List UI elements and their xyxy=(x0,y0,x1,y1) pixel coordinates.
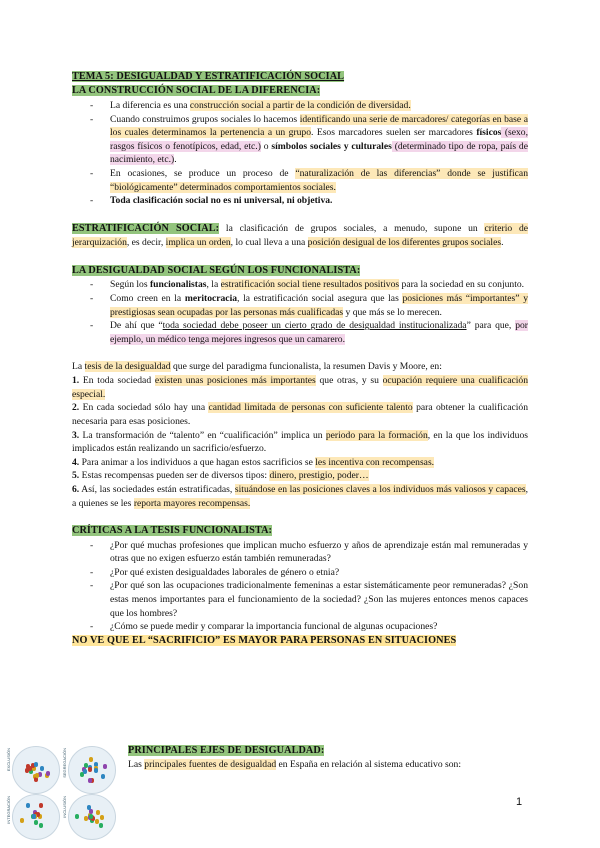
figure-person-icon xyxy=(89,809,93,814)
list-item: - Según los funcionalistas, la estratificación social tiene resultados positivos para la sociedad en su conjunto. xyxy=(110,278,528,292)
figure-label: SEGREGACIÓN xyxy=(62,748,67,778)
list-item: - ¿Cómo se puede medir y comparar la importancia funcional de algunas ocupaciones? xyxy=(110,620,528,634)
figure-person-icon xyxy=(99,823,103,828)
tesis-item-5: 5. Estas recompensas pueden ser de diversos tipos: dinero, prestigio, poder… xyxy=(72,470,369,482)
figure-label: INCLUSIÓN xyxy=(62,796,67,818)
section-heading-criticas: CRÍTICAS A LA TESIS FUNCIONALISTA: xyxy=(72,525,273,537)
section-heading-ejes: PRINCIPALES EJES DE DESIGUALDAD: xyxy=(128,745,325,756)
figure-person-icon xyxy=(88,767,92,772)
figure-person-icon xyxy=(88,778,92,783)
figure-person-icon xyxy=(96,810,100,815)
figure-person-icon xyxy=(95,819,99,824)
list-item: - Cuando construimos grupos sociales lo hacemos identificando una serie de marcadores/ categorías en base a los cuales determinamos la pertenencia a un grupo. Esos marcadores suelen ser marcadores físicos (sexo, rasgos físicos o fenotípicos, edad, etc.) o símbolos sociales y culturales (determinado tipo de ropa, país de nacimiento, etc.). xyxy=(110,113,528,167)
figure-person-icon xyxy=(101,774,105,779)
document-body xyxy=(72,70,528,648)
figure-person-icon xyxy=(20,818,24,823)
criticas-closing: NO VE QUE EL “SACRIFICIO” ES MAYOR PARA PERSONAS EN SITUACIONES xyxy=(72,634,457,646)
figure-person-icon xyxy=(94,768,98,773)
estratificacion-paragraph: ESTRATIFICACIÓN SOCIAL: la clasificación de grupos sociales, a menudo, supone un criterio de jerarquización, es decir, implica un orden, lo cual lleva a una posición desigual de los diferentes grupos sociales. xyxy=(72,222,529,249)
section-heading-funcionalista: LA DESIGUALDAD SOCIAL SEGÚN LOS FUNCIONALISTA: xyxy=(72,264,361,276)
figure-person-icon xyxy=(32,814,36,819)
list-item: - De ahí que “toda sociedad debe poseer un cierto grado de desigualdad institucionalizada” para que, por ejemplo, un médico tenga mejores ingresos que un camarero. xyxy=(110,319,528,346)
exclusion-circle xyxy=(12,746,60,794)
figure-person-icon xyxy=(28,766,32,771)
figure-person-icon xyxy=(87,805,91,810)
funcionalista-list xyxy=(72,278,528,346)
tesis-intro: La tesis de la desigualdad que surge del paradigma funcionalista, la resumen Davis y Moore, en: xyxy=(72,361,442,373)
tesis-item-1: 1. En toda sociedad existen unas posiciones más importantes que otras, y su ocupación requiere una cualificación especial. xyxy=(72,375,528,400)
figure-person-icon xyxy=(26,803,30,808)
inclusion-diagram-image xyxy=(6,744,118,838)
figure-person-icon xyxy=(83,769,87,774)
list-item: - Toda clasificación social no es ni universal, ni objetiva. xyxy=(110,194,528,208)
tesis-item-4: 4. Para animar a los individuos a que hagan estos sacrificios se les incentiva con recompensas. xyxy=(72,456,435,468)
criticas-list xyxy=(72,539,528,634)
list-item: - Como creen en la meritocracia, la estratificación social asegura que las posiciones más “importantes” y prestigiosas sean ocupadas por las personas más cualificadas y que más se lo merecen. xyxy=(110,292,528,319)
list-item: - ¿Por qué existen desigualdades laborales de género o etnia? xyxy=(110,566,528,580)
segregation-circle xyxy=(68,746,116,794)
section-heading-estratificacion: ESTRATIFICACIÓN SOCIAL: xyxy=(72,222,220,234)
doc-title: TEMA 5: DESIGUALDAD Y ESTRATIFICACIÓN SOCIAL xyxy=(72,71,345,82)
ejes-section xyxy=(128,744,528,772)
figure-label: EXCLUSIÓN xyxy=(6,748,11,772)
figure-person-icon xyxy=(39,823,43,828)
ejes-paragraph: Las principales fuentes de desigualdad en España en relación al sistema educativo son: xyxy=(128,759,462,771)
figure-person-icon xyxy=(34,762,38,767)
list-item: - La diferencia es una construcción social a partir de la condición de diversidad. xyxy=(110,99,528,113)
figure-person-icon xyxy=(84,816,88,821)
list-item: - ¿Por qué son las ocupaciones tradicionalmente femeninas a estar sistemáticamente peor remuneradas? ¿Son estas menos importantes para el funcionamiento de la sociedad? ¿Son las mujeres entonces menos capaces que los hombres? xyxy=(110,579,528,620)
tesis-item-3: 3. La transformación de “talento” en “cualificación” implica un periodo para la formación, en la que los individuos implicados están realizando un sacrificio/esfuerzo. xyxy=(72,429,528,455)
tesis-item-2: 2. En cada sociedad sólo hay una cantidad limitada de personas con suficiente talento para obtener la cualificación necesaria para esas posiciones. xyxy=(72,402,528,427)
figure-person-icon xyxy=(34,820,38,825)
list-item: - En ocasiones, se produce un proceso de “naturalización de las diferencias” donde se justifican “biológicamente” determinados comportamientos sociales. xyxy=(110,167,528,194)
figure-label: INTEGRACIÓN xyxy=(6,796,11,824)
figure-person-icon xyxy=(40,766,44,771)
section-heading-diferencia: LA CONSTRUCCIÓN SOCIAL DE LA DIFERENCIA: xyxy=(72,85,321,97)
tesis-item-6: 6. Así, las sociedades están estratificadas, situándose en las posiciones claves a los individuos más valiosos y capaces, a quienes se les reporta mayores recompensas. xyxy=(72,483,528,509)
list-item: - ¿Por qué muchas profesiones que implican mucho esfuerzo y años de aprendizaje están mal remuneradas y otras que no exigen esfuerzo están también remuneradas? xyxy=(110,539,528,566)
figure-person-icon xyxy=(103,764,107,769)
diferencia-list xyxy=(72,99,528,208)
page-number: 1 xyxy=(516,796,523,808)
figure-person-icon xyxy=(100,815,104,820)
figure-person-icon xyxy=(39,803,43,808)
